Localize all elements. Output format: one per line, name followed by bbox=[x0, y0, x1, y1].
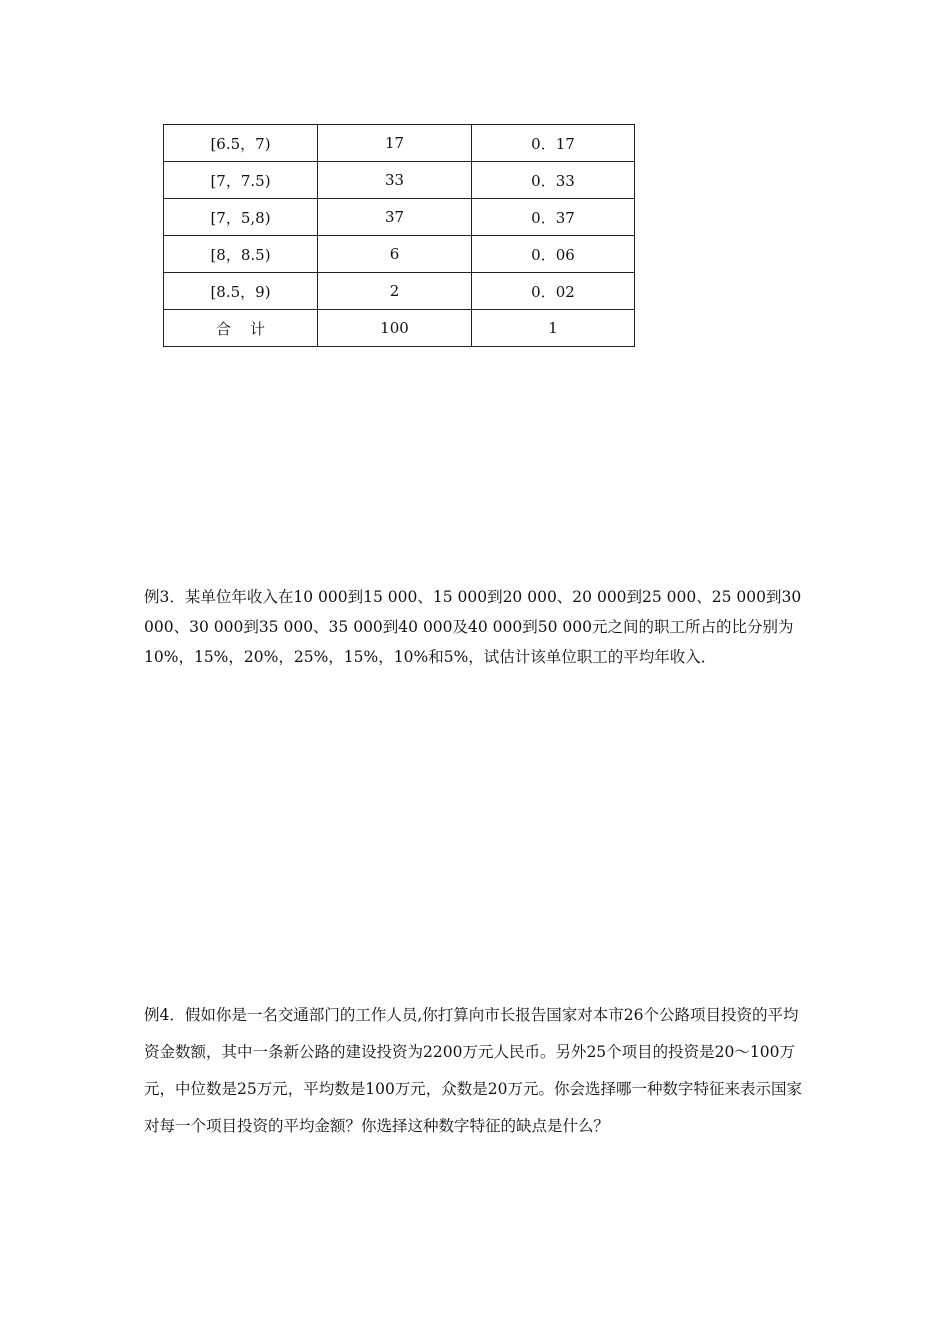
table-cell-frequency: 2 bbox=[318, 273, 472, 310]
table-cell-group: [6.5，7) bbox=[164, 125, 318, 162]
table-cell-frequency: 6 bbox=[318, 236, 472, 273]
table-cell-frequency: 17 bbox=[318, 125, 472, 162]
table-cell-frequency: 37 bbox=[318, 199, 472, 236]
table-cell-group: [8.5，9) bbox=[164, 273, 318, 310]
example-3-paragraph: 例3．某单位年收入在10 000到15 000、15 000到20 000、20 000到25 000、25 000到30 000、30 000到35 000、35 000到40 000及40 000到50 000元之间的职工所占的比分别为10%，15%，20%，25%，15%，10%和5%，试估计该单位职工的平均年收入． bbox=[144, 588, 802, 666]
table-row bbox=[164, 162, 635, 199]
table-cell-total-label: 合 计 bbox=[164, 310, 318, 347]
table-cell-total-frequency: 100 bbox=[318, 310, 472, 347]
table-row bbox=[164, 125, 635, 162]
table-cell-relative-frequency: 0．06 bbox=[472, 236, 635, 273]
table-row bbox=[164, 273, 635, 310]
table-total-row bbox=[164, 310, 635, 347]
table-cell-relative-frequency: 0．33 bbox=[472, 162, 635, 199]
table-cell-total-relative-frequency: 1 bbox=[472, 310, 635, 347]
table-cell-relative-frequency: 0．02 bbox=[472, 273, 635, 310]
table-row bbox=[164, 199, 635, 236]
table-cell-group: [7，5,8) bbox=[164, 199, 318, 236]
table-row bbox=[164, 236, 635, 273]
table-cell-frequency: 33 bbox=[318, 162, 472, 199]
table-cell-relative-frequency: 0．37 bbox=[472, 199, 635, 236]
table-cell-group: [8，8.5) bbox=[164, 236, 318, 273]
table-cell-group: [7，7.5) bbox=[164, 162, 318, 199]
example-4-paragraph: 例4．假如你是一名交通部门的工作人员,你打算向市长报告国家对本市26个公路项目投资的平均资金数额，其中一条新公路的建设投资为2200万元人民币。另外25个项目的投资是20～100万元，中位数是25万元，平均数是100万元，众数是20万元。你会选择哪一种数字特征来表示国家对每一个项目投资的平均金额？你选择这种数字特征的缺点是什么？ bbox=[144, 1006, 803, 1135]
frequency-table bbox=[163, 124, 635, 347]
table-cell-relative-frequency: 0．17 bbox=[472, 125, 635, 162]
